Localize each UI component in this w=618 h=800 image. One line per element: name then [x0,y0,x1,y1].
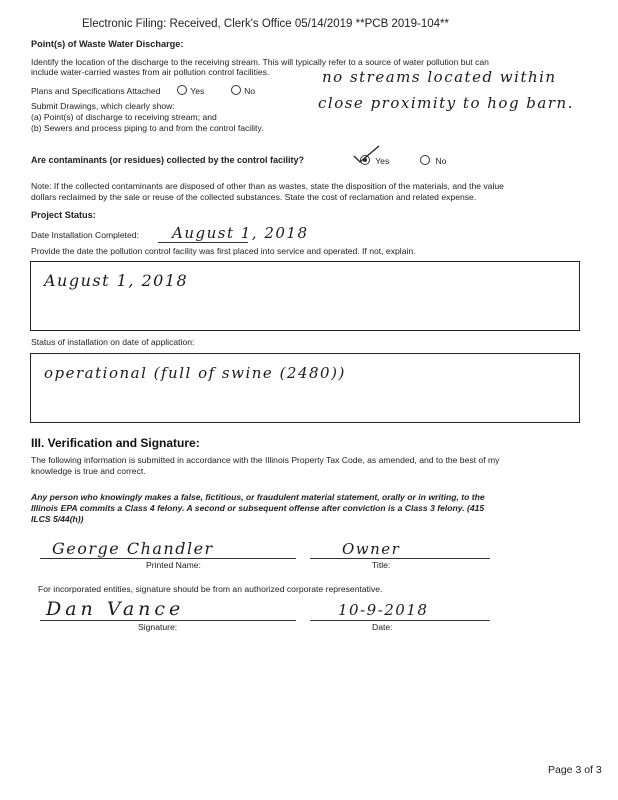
installation-status-label: Status of installation on date of application: [31,337,195,347]
discharge-handwritten-1: no streams located within [322,68,557,86]
verification-text-1: The following information is submitted in accordance with the Illinois Property Tax Code, as amended, and to the best of my [31,455,500,465]
title-line [310,558,490,559]
service-date-prompt: Provide the date the pollution control facility was first placed into service and operated. If not, explain. [31,246,416,256]
submit-item-a: (a) Point(s) of discharge to receiving stream; and [31,112,217,122]
project-status-heading: Project Status: [31,210,96,220]
printed-name-line [40,558,296,559]
date-installed-label: Date Installation Completed: [31,230,139,240]
contaminants-note-1: Note: If the collected contaminants are disposed of other than as wastes, state the disposition of the materials, and the value [31,181,504,191]
date-installed-value: August 1, 2018 [172,224,309,242]
plans-no-label: No [244,86,256,96]
verification-text-2: knowledge is true and correct. [31,466,146,476]
plans-yes-label: Yes [190,86,205,96]
verification-heading: III. Verification and Signature: [31,436,200,450]
signature-line [40,620,296,621]
signature-date-value: 10-9-2018 [338,601,429,619]
discharge-instructions-2: include water-carried wastes from air pollution control facilities. [31,67,270,77]
check-mark-icon [352,144,382,164]
penalty-warning-3: ILCS 5/44(h)) [31,514,84,524]
penalty-warning-1: Any person who knowingly makes a false, fictitious, or fraudulent material statement, orally or in writing, to the [31,492,485,502]
contaminants-note-2: dollars reclaimed by the sale or reuse of the collected substances. State the cost of reclamation and related expense. [31,192,477,202]
contaminants-no-radio[interactable] [420,155,430,165]
signature-date-line [310,620,490,621]
contaminants-no-label: No [435,156,447,166]
contaminants-question: Are contaminants (or residues) collected by the control facility? [31,155,305,165]
service-date-answer: August 1, 2018 [44,271,189,290]
signature-value: Dan Vance [46,598,185,620]
filing-stamp: Electronic Filing: Received, Clerk's Office 05/14/2019 **PCB 2019-104** [82,18,449,30]
plans-attached-label: Plans and Specifications Attached [31,86,161,96]
penalty-warning-2: Illinois EPA commits a Class 4 felony. A second or subsequent offense after conviction is a Class 3 felony. (415 [31,503,485,513]
plans-no-radio[interactable] [231,85,241,95]
title-value: Owner [342,540,401,558]
corporate-note: For incorporated entities, signature should be from an authorized corporate representative. [38,584,383,594]
discharge-instructions-1: Identify the location of the discharge to the receiving stream. This will typically refer to a source of water pollution but can [31,57,489,67]
title-label: Title: [372,560,391,570]
discharge-heading: Point(s) of Waste Water Discharge: [31,39,184,49]
page-number: Page 3 of 3 [548,764,602,776]
date-installed-underline [158,242,248,243]
signature-date-label: Date: [372,622,393,632]
contaminants-yes-label: Yes [375,156,390,166]
printed-name-value: George Chandler [52,539,214,558]
submit-drawings-label: Submit Drawings, which clearly show: [31,101,175,111]
signature-label: Signature: [138,622,178,632]
plans-yes-radio[interactable] [177,85,187,95]
printed-name-label: Printed Name: [146,560,201,570]
plans-attached-row [31,85,255,97]
installation-status-answer: operational (full of swine (2480)) [44,364,346,382]
discharge-handwritten-2: close proximity to hog barn. [318,94,574,112]
submit-item-b: (b) Sewers and process piping to and from the control facility. [31,123,264,133]
